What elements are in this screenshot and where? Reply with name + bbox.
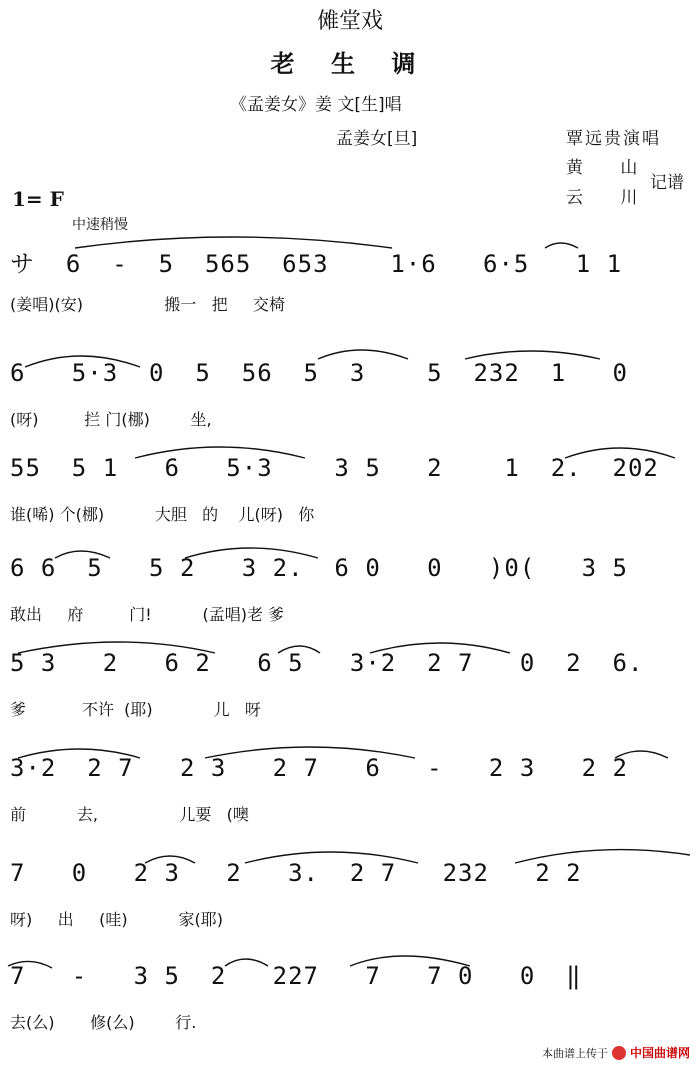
tempo-marking: 中速稍慢 [72, 217, 128, 233]
notator-1: 黄 山 [566, 158, 654, 178]
lyrics-line: (呀) 拦 门(梛) 坐, [10, 410, 212, 429]
notation-credit-suffix: 记谱 [650, 173, 684, 193]
site-name[interactable]: 中国曲谱网 [629, 1046, 690, 1060]
lyrics-line: 谁(唏) 个(梛) 大胆 的 儿(呀) 你 [10, 505, 315, 524]
source-line: 《孟姜女》姜 文[生]唱 [230, 95, 402, 115]
lyrics-line: (姜唱)(安) 搬一 把 交椅 [10, 295, 286, 314]
score-system-7 [0, 845, 700, 955]
notation-line: サ 6 - 5 565 653 1·6 6·5 1 1 [10, 250, 623, 278]
lyrics-line: 爹 不许 (耶) 儿 呀 [10, 700, 261, 719]
song-title: 老 生 调 [270, 50, 430, 78]
performer-credit: 覃远贵演唱 [566, 129, 661, 149]
notation-line: 6 6 5 5 2 3 2. 6 0 0 )0( 3 5 [10, 554, 628, 582]
upload-caption: 本曲谱上传于 [541, 1046, 608, 1060]
lyrics-line: 去(么) 修(么) 行. [10, 1013, 197, 1032]
score-system-8 [0, 948, 700, 1058]
notation-line: 6 5·3 0 5 56 5 3 5 232 1 0 [10, 359, 628, 387]
notator-2: 云 川 [566, 188, 654, 208]
notation-line: 7 0 2 3 2 3. 2 7 232 2 2 [10, 859, 582, 887]
lyrics-line: 前 去, 儿要 (噢 [10, 805, 249, 824]
score-system-1 [0, 230, 700, 340]
role-line: 孟姜女[旦] [336, 129, 418, 149]
notation-line: 3·2 2 7 2 3 2 7 6 - 2 3 2 2 [10, 754, 628, 782]
score-system-5 [0, 635, 700, 745]
notation-line: 7 - 3 5 2 227 7 7 0 0 ‖ [10, 962, 582, 990]
lyrics-line: 呀) 出 (哇) 家(耶) [10, 910, 223, 929]
lyrics-line: 敢出 府 门! (孟唱)老 爹 [10, 605, 285, 624]
notation-line: 5 3 2 6 2 6 5 3·2 2 7 0 2 6. [10, 649, 644, 677]
score-system-4 [0, 540, 700, 650]
score-system-2 [0, 345, 700, 455]
key-signature: 1= F [12, 187, 64, 211]
notation-line: 55 5 1 6 5·3 3 5 2 1 2. 202 [10, 454, 659, 482]
genre-title: 傩堂戏 [316, 9, 383, 34]
score-system-6 [0, 740, 700, 850]
upload-footer [542, 1044, 690, 1061]
score-system-3 [0, 440, 700, 550]
site-logo-icon [612, 1046, 626, 1060]
